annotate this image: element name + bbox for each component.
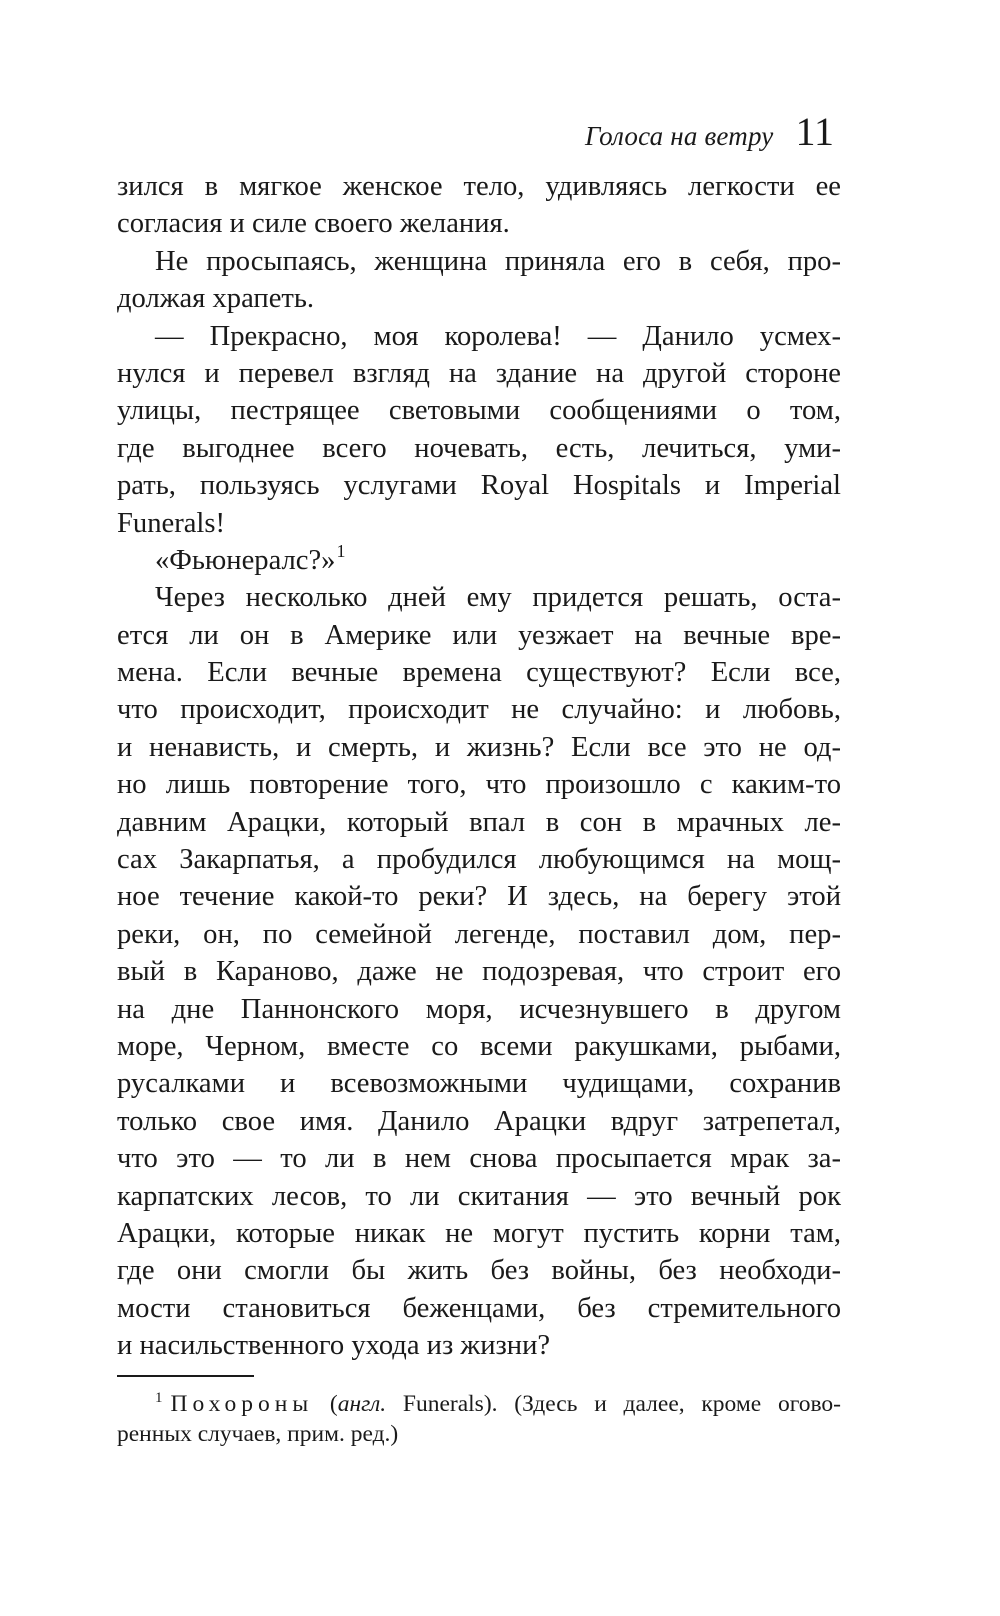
text-line: сах Закарпатья, а пробудился любующимся на мощ-	[117, 844, 841, 876]
text-line: что происходит, происходит не случайно: и любовь,	[117, 694, 841, 726]
text-line: и насильственного ухода из жизни?	[117, 1330, 551, 1362]
text-line: Funerals!	[117, 507, 225, 539]
footnote-language-abbr: англ.	[337, 1391, 387, 1417]
text-line: мости становиться беженцами, без стремительного	[117, 1292, 841, 1324]
footnote-open-paren: (	[329, 1391, 338, 1417]
quoted-word: «Фьюнералс?»	[155, 544, 336, 576]
text-line: ется ли он в Америке или уезжает на вечные вре-	[117, 619, 841, 651]
text-line: нулся и перевел взгляд на здание на другой стороне	[117, 357, 841, 389]
text-line: и ненависть, и смерть, и жизнь? Если все это не од-	[117, 731, 841, 763]
footnote-term: Похороны	[170, 1391, 314, 1417]
text-line: согласия и силе своего желания.	[117, 208, 510, 240]
footnote-marker: 1	[155, 1390, 163, 1406]
text-line-with-footnote	[117, 542, 841, 579]
text-line: улицы, пестрящее световыми сообщениями о том,	[117, 395, 841, 427]
text-line: где они смогли бы жить без войны, без необходи-	[117, 1255, 841, 1287]
text-line: где выгоднее всего ночевать, есть, лечиться, уми-	[117, 432, 841, 464]
footnote	[117, 1389, 841, 1449]
running-header	[584, 109, 834, 154]
text-line: мена. Если вечные времена существуют? Если все,	[117, 657, 841, 689]
text-line: но лишь повторение того, что произошло с каким-то	[117, 769, 841, 801]
text-line: зился в мягкое женское тело, удивляясь легкости ее	[117, 171, 841, 202]
text-line: карпатских лесов, то ли скитания — это вечный рок	[117, 1180, 841, 1212]
text-line: вый в Караново, даже не подозревая, что строит его	[117, 956, 841, 988]
body-text	[117, 168, 841, 1365]
text-line: Не просыпаясь, женщина приняла его в себя, про-	[155, 245, 841, 277]
text-line: ное течение какой-то реки? И здесь, на берегу этой	[117, 881, 841, 913]
text-line: только свое имя. Данило Арацки вдруг затрепетал,	[117, 1105, 841, 1137]
running-title: Голоса на ветру	[584, 121, 774, 151]
text-line: реки, он, по семейной легенде, поставил дом, пер-	[117, 918, 841, 950]
text-line: русалками и всевозможными чудищами, сохранив	[117, 1068, 841, 1100]
text-line: должая храпеть.	[117, 283, 315, 315]
text-line: Арацки, которые никак не могут пустить корни там,	[117, 1217, 841, 1249]
text-line: что это — то ли в нем снова просыпается мрак за-	[117, 1143, 841, 1175]
text-line: море, Черном, вместе со всеми ракушками, рыбами,	[117, 1030, 841, 1062]
footnote-separator	[117, 1375, 254, 1377]
footnote-line: ренных случаев, прим. ред.)	[117, 1421, 399, 1447]
text-line: Через несколько дней ему придется решать, оста-	[155, 582, 841, 614]
footnote-line	[117, 1389, 841, 1419]
text-line: давним Арацки, который впал в сон в мрачных ле-	[117, 806, 841, 838]
footnote-reference[interactable]: 1	[336, 540, 346, 561]
text-line: рать, пользуясь услугами Royal Hospitals и Imperial	[117, 470, 841, 502]
footnote-text: Funerals). (Здесь и далее, кроме огово-	[402, 1391, 842, 1417]
text-line: — Прекрасно, моя королева! — Данило усмех-	[155, 320, 841, 352]
page-number: 11	[795, 109, 834, 154]
text-line: на дне Паннонского моря, исчезнувшего в другом	[117, 993, 841, 1025]
